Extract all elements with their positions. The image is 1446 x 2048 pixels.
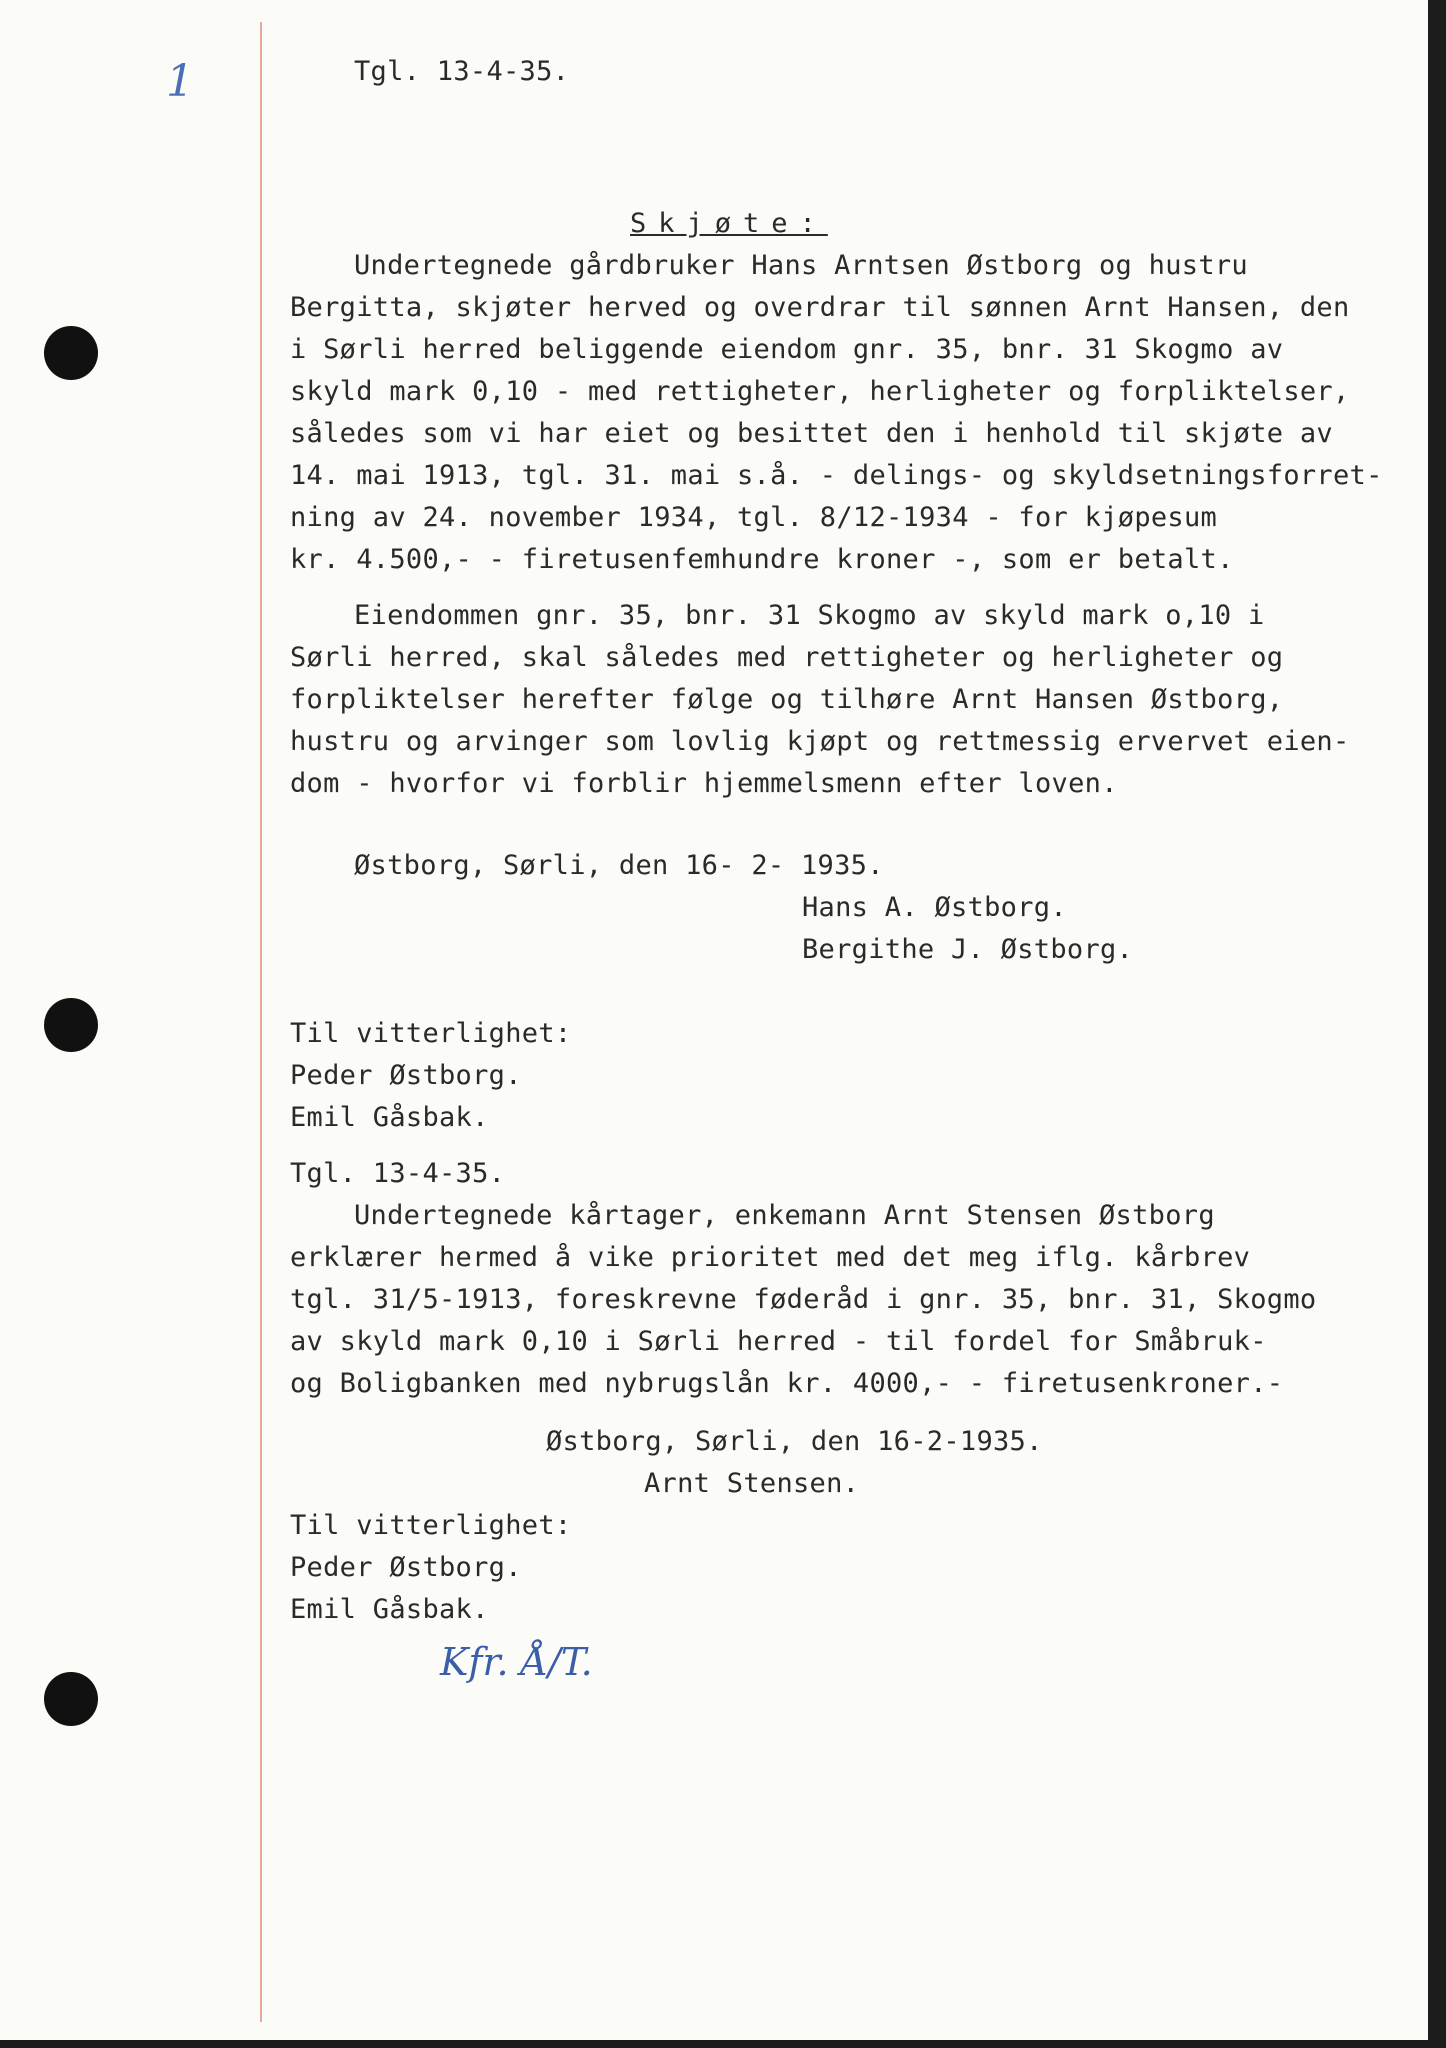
declaration-line: og Boligbanken med nybrugslån kr. 4000,- - firetusenkroner.-: [290, 1368, 1284, 1399]
deed-p2-line: Sørli herred, skal således med rettigheter og herligheter og: [290, 642, 1284, 673]
deed-p1-line: således som vi har eiet og besittet den i henhold til skjøte av: [290, 418, 1333, 449]
deed-place-date: Østborg, Sørli, den 16- 2- 1935.: [354, 850, 884, 881]
punch-hole: [44, 998, 98, 1052]
registration-date: Tgl. 13-4-35.: [354, 56, 570, 87]
declaration-signature: Arnt Stensen.: [644, 1468, 860, 1499]
witness-name: Peder Østborg.: [290, 1552, 522, 1583]
deed-p1-line: ning av 24. november 1934, tgl. 8/12-1934 - for kjøpesum: [290, 502, 1218, 533]
declaration-line: tgl. 31/5-1913, foreskrevne føderåd i gnr. 35, bnr. 31, Skogmo: [290, 1284, 1317, 1315]
witness-name: Emil Gåsbak.: [290, 1594, 489, 1625]
margin-line: [260, 22, 262, 2022]
deed-p2-line: dom - hvorfor vi forblir hjemmelsmenn efter loven.: [290, 768, 1118, 799]
page-number: 1: [166, 56, 194, 107]
deed-heading: Skjøte:: [630, 208, 828, 239]
punch-hole: [44, 326, 98, 380]
witness-label: Til vitterlighet:: [290, 1018, 572, 1049]
declaration-place-date: Østborg, Sørli, den 16-2-1935.: [546, 1426, 1043, 1457]
deed-p1-line: kr. 4.500,- - firetusenfemhundre kroner -, som er betalt.: [290, 544, 1234, 575]
deed-p2-line: forpliktelser herefter følge og tilhøre Arnt Hansen Østborg,: [290, 684, 1284, 715]
declaration-line: erklærer hermed å vike prioritet med det meg iflg. kårbrev: [290, 1242, 1251, 1273]
deed-p2-line: Eiendommen gnr. 35, bnr. 31 Skogmo av skyld mark o,10 i: [354, 600, 1265, 631]
deed-signature: Bergithe J. Østborg.: [802, 934, 1134, 965]
declaration-registration-date: Tgl. 13-4-35.: [290, 1158, 506, 1189]
deed-p1-line: 14. mai 1913, tgl. 31. mai s.å. - delings- og skyldsetningsforret-: [290, 460, 1383, 491]
declaration-line: Undertegnede kårtager, enkemann Arnt Stensen Østborg: [354, 1200, 1215, 1231]
declaration-line: av skyld mark 0,10 i Sørli herred - til fordel for Småbruk-: [290, 1326, 1267, 1357]
witness-name: Peder Østborg.: [290, 1060, 522, 1091]
deed-p1-line: skyld mark 0,10 - med rettigheter, herligheter og forpliktelser,: [290, 376, 1350, 407]
deed-p2-line: hustru og arvinger som lovlig kjøpt og rettmessig ervervet eien-: [290, 726, 1350, 757]
deed-p1-line: Undertegnede gårdbruker Hans Arntsen Østborg og hustru: [354, 250, 1248, 281]
witness-name: Emil Gåsbak.: [290, 1102, 489, 1133]
deed-p1-line: i Sørli herred beliggende eiendom gnr. 35, bnr. 31 Skogmo av: [290, 334, 1284, 365]
deed-p1-line: Bergitta, skjøter herved og overdrar til sønnen Arnt Hansen, den: [290, 292, 1350, 323]
witness-label: Til vitterlighet:: [290, 1510, 572, 1541]
deed-signature: Hans A. Østborg.: [802, 892, 1067, 923]
handwritten-note: Kfr. Å/T.: [440, 1640, 593, 1684]
punch-hole: [44, 1672, 98, 1726]
